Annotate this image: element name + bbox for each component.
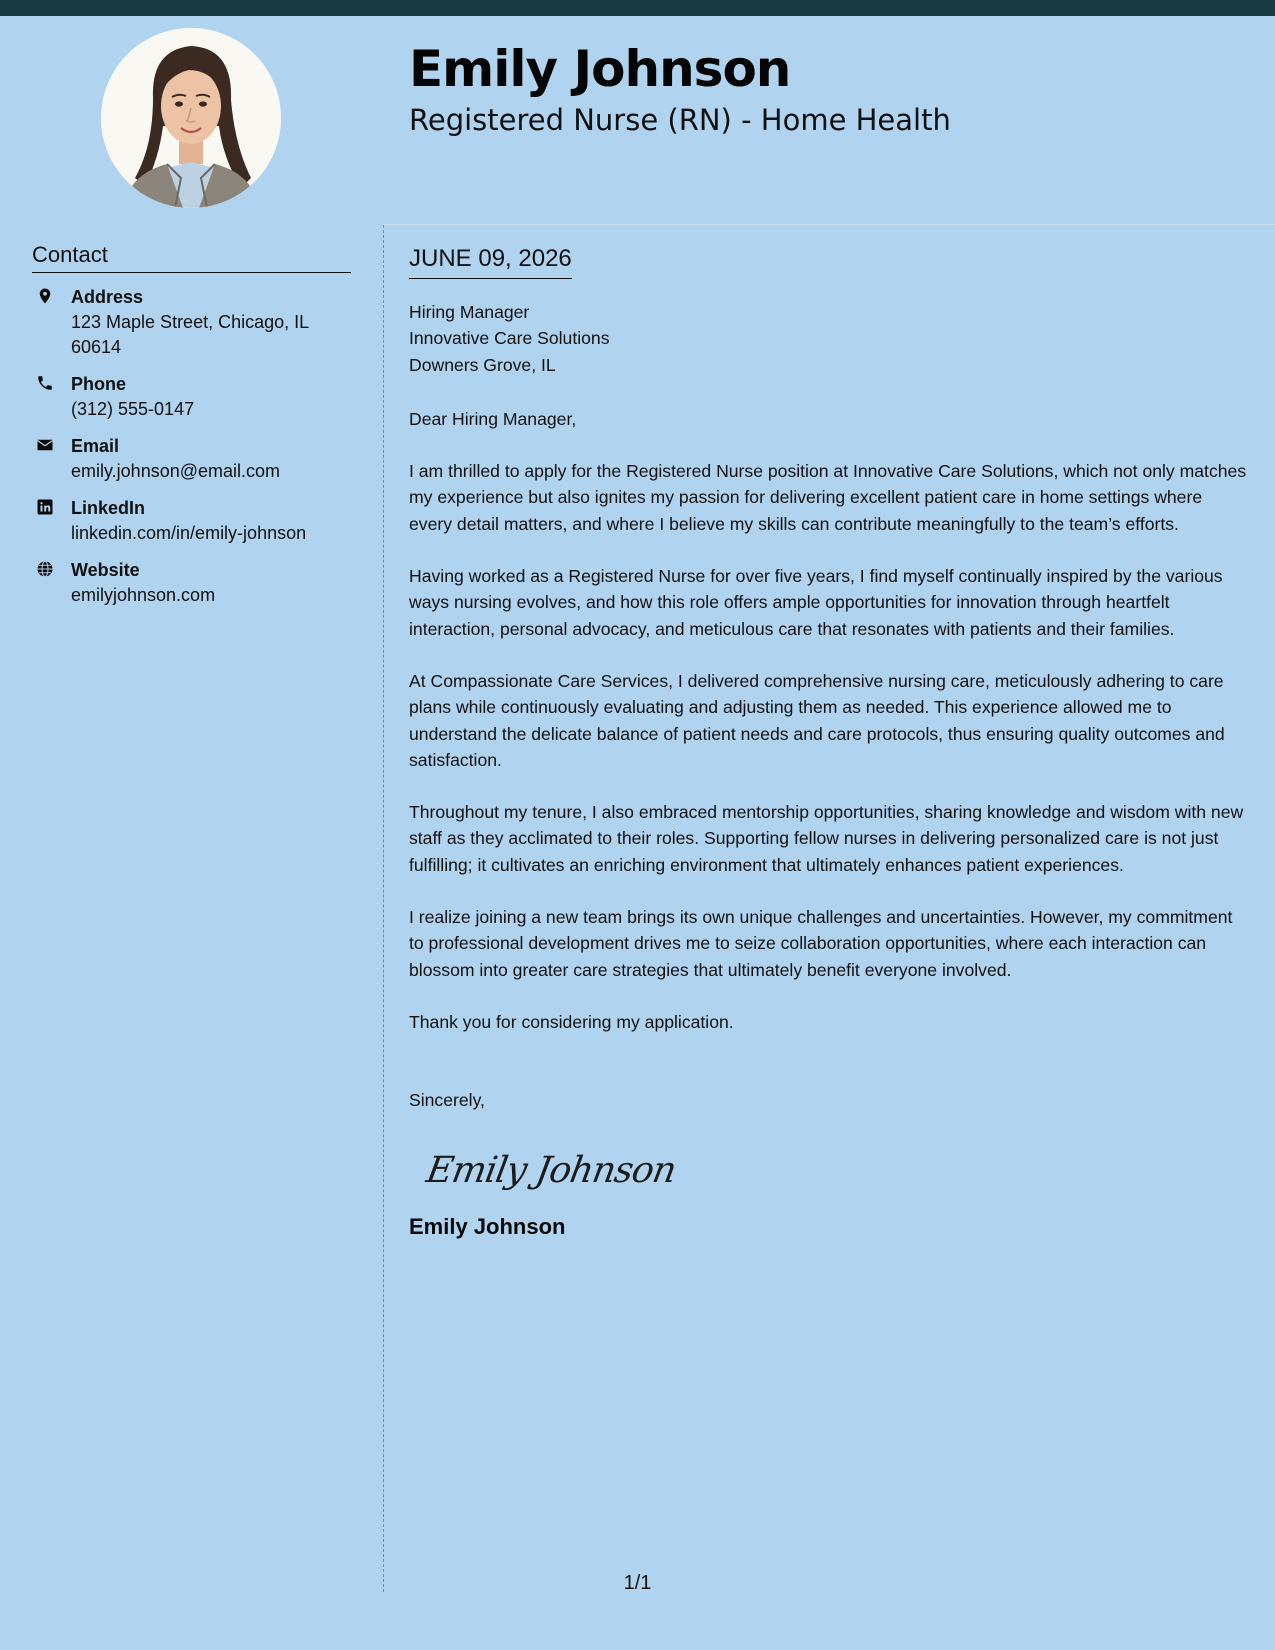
letter-paragraph: Throughout my tenure, I also embraced mentorship opportunities, sharing knowledge and wisdom with new staff as they acclimated to their roles. Supporting fellow nurses in delivering personalized care is not just fulfilling; it cultivates an enriching environment that ultimately enhances patient experiences. (409, 802, 1244, 875)
contact-address-value: 123 Maple Street, Chicago, IL 60614 (71, 312, 309, 357)
applicant-job-title: Registered Nurse (RN) - Home Health (409, 103, 951, 137)
letter-paragraph: At Compassionate Care Services, I delivered comprehensive nursing care, meticulously adhering to care plans while continuously evaluating and adjusting them as needed. This experience allowed me to understand the delicate balance of patient needs and care protocols, thus ensuring quality outcomes and satisfaction. (409, 670, 1225, 770)
signer-name: Emily Johnson (409, 1213, 566, 1239)
letter-paragraph: Having worked as a Registered Nurse for over five years, I find myself continually inspired by the various ways nursing evolves, and how this role offers ample opportunities for innovation through heartfelt interaction, personal advocacy, and meticulous care that resonates with patients and their families. (409, 566, 1223, 639)
contact-sidebar (32, 242, 351, 620)
contact-heading: Contact (32, 242, 351, 273)
contact-linkedin (32, 496, 351, 546)
column-divider (383, 225, 384, 1592)
contact-website (32, 558, 351, 608)
contact-address-label: Address (71, 287, 144, 307)
recipient-line: Innovative Care Solutions (409, 328, 610, 349)
applicant-name: Emily Johnson (409, 40, 791, 98)
envelope-icon (36, 436, 54, 454)
contact-email-value[interactable]: emily.johnson@email.com (71, 461, 281, 481)
recipient-line: Hiring Manager (409, 302, 530, 322)
letter-greeting: Dear Hiring Manager, (409, 408, 577, 429)
recipient-block (409, 299, 1249, 378)
linkedin-icon (36, 498, 54, 516)
letter-closing: Sincerely, (409, 1090, 485, 1111)
letter-paragraph: I am thrilled to apply for the Registered Nurse position at Innovative Care Solutions, which not only matches my experience but also ignites my passion for delivering excellent patient care in home settings where every detail matters, and where I believe my skills can contribute meaningfully to the team’s efforts. (409, 461, 1247, 534)
contact-website-label: Website (71, 560, 140, 580)
header-divider (384, 224, 1275, 225)
contact-email (32, 434, 351, 484)
globe-icon (36, 560, 54, 578)
page-number: 1/1 (623, 1572, 652, 1594)
letter-paragraph: I realize joining a new team brings its own unique challenges and uncertainties. However, my commitment to professional development drives me to seize collaboration opportunities, where each interaction can blossom into greater care strategies that ultimately benefit everyone involved. (409, 907, 1233, 980)
handwritten-signature: Emily Johnson (423, 1149, 679, 1191)
contact-linkedin-value[interactable]: linkedin.com/in/emily-johnson (71, 523, 307, 543)
map-pin-icon (36, 287, 54, 305)
phone-icon (36, 374, 54, 392)
letter-body (409, 244, 1249, 1242)
letter-date: JUNE 09, 2026 (409, 244, 572, 279)
contact-phone (32, 372, 351, 422)
contact-address (32, 285, 351, 360)
contact-email-label: Email (71, 436, 120, 456)
top-color-band (0, 0, 1275, 16)
profile-photo (101, 28, 281, 208)
recipient-line: Downers Grove, IL (409, 354, 556, 375)
contact-website-value[interactable]: emilyjohnson.com (71, 585, 216, 605)
letter-paragraph: Thank you for considering my application. (409, 1011, 734, 1032)
profile-photo-icon (101, 28, 281, 208)
contact-phone-value: (312) 555-0147 (71, 399, 195, 419)
contact-phone-label: Phone (71, 374, 127, 394)
contact-linkedin-label: LinkedIn (71, 498, 146, 518)
